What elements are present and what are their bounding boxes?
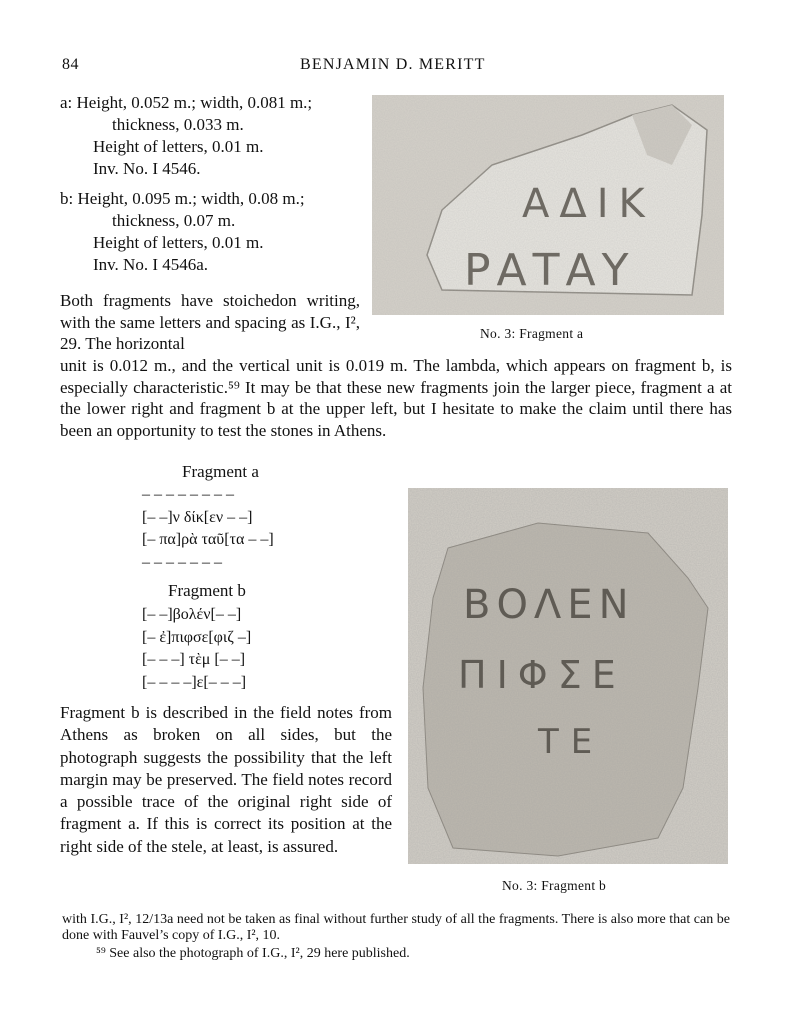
running-header-author: BENJAMIN D. MERITT	[300, 56, 486, 73]
spec-a-line3: Height of letters, 0.01 m.	[93, 137, 264, 156]
fragment-a-line: [– –]ν δίκ[εν – –]	[142, 508, 253, 526]
inscription-a-line1: ΑΔΙΚ	[522, 181, 655, 227]
spec-b-line4: Inv. No. I 4546a.	[93, 255, 209, 274]
spec-a-line4: Inv. No. I 4546.	[93, 159, 201, 178]
fragment-a-line: – – – – – – –	[142, 553, 222, 571]
fragment-b-transcription	[142, 604, 251, 694]
inscription-a-line2: ΡΑΤΑΥ	[464, 245, 635, 296]
fragment-a-line: [– πα]ρὰ ταῦ[τα – –]	[142, 531, 274, 548]
page-number: 84	[62, 56, 79, 73]
fragment-a-title: Fragment a	[182, 462, 259, 481]
inscription-b-line2: ΠΙΦΣΕ	[458, 653, 626, 697]
spec-a-line1: a: Height, 0.052 m.; width, 0.081 m.;	[60, 93, 313, 112]
inscription-b-line1: ΒΟΛΕΝ	[463, 582, 635, 628]
paragraph-2: Fragment b is described in the field notes from Athens as broken on all sides, but the photograph suggests the possibility that the left margin may be preserved. The field notes record a possible trace of the original right side of fragment a. If this is correct its position at the right side of the stele, at least, is assured.	[60, 703, 392, 856]
spec-b-line1: b: Height, 0.095 m.; width, 0.08 m.;	[60, 189, 305, 208]
photo-fragment-b	[408, 488, 728, 864]
fragment-b-line: [– ἐ]πιφσε[φιζ –]	[142, 628, 252, 646]
caption-fragment-b: No. 3: Fragment b	[502, 878, 607, 893]
paragraph-1-full: unit is 0.012 m., and the vertical unit is 0.019 m. The lambda, which appears on fragment b, is especially characteristic.⁵⁹ It may be that these new fragments join the larger piece, fragment a at the lower right and fragment b at the upper left, but I hesitate to make the claim until there has been an opportunity to test the stones in Athens.	[60, 356, 732, 440]
paragraph-1-column: Both fragments have stoichedon writing, with the same letters and spacing as I.G., I², 29. The horizontal	[60, 291, 360, 353]
fragment-b-line: [– – –] τὲμ [– –]	[142, 651, 246, 668]
fragment-b-line: [– – – –]ε[– – –]	[142, 673, 247, 691]
fragment-a-line: – – – – – – – –	[142, 486, 234, 503]
caption-fragment-a: No. 3: Fragment a	[480, 326, 584, 341]
fragment-specifications	[60, 92, 380, 276]
footnote-continued: with I.G., I², 12/13a need not be taken as final without further study of all the fragments. There is also more that can be done with Fauvel’s copy of I.G., I², 10.	[62, 912, 730, 943]
photo-fragment-a	[372, 95, 724, 315]
inscription-b-line3: ΤΕ	[538, 722, 605, 762]
spec-b-line2: thickness, 0.07 m.	[112, 211, 236, 230]
fragment-b-line: [– –]βολέν[– –]	[142, 606, 242, 623]
spec-a-line2: thickness, 0.033 m.	[112, 115, 244, 134]
spec-b-line3: Height of letters, 0.01 m.	[93, 233, 264, 252]
fragment-a-transcription	[142, 484, 274, 574]
fragment-b-title: Fragment b	[168, 581, 246, 600]
footnote-59: ⁵⁹ See also the photograph of I.G., I², 29 here published.	[96, 946, 410, 961]
